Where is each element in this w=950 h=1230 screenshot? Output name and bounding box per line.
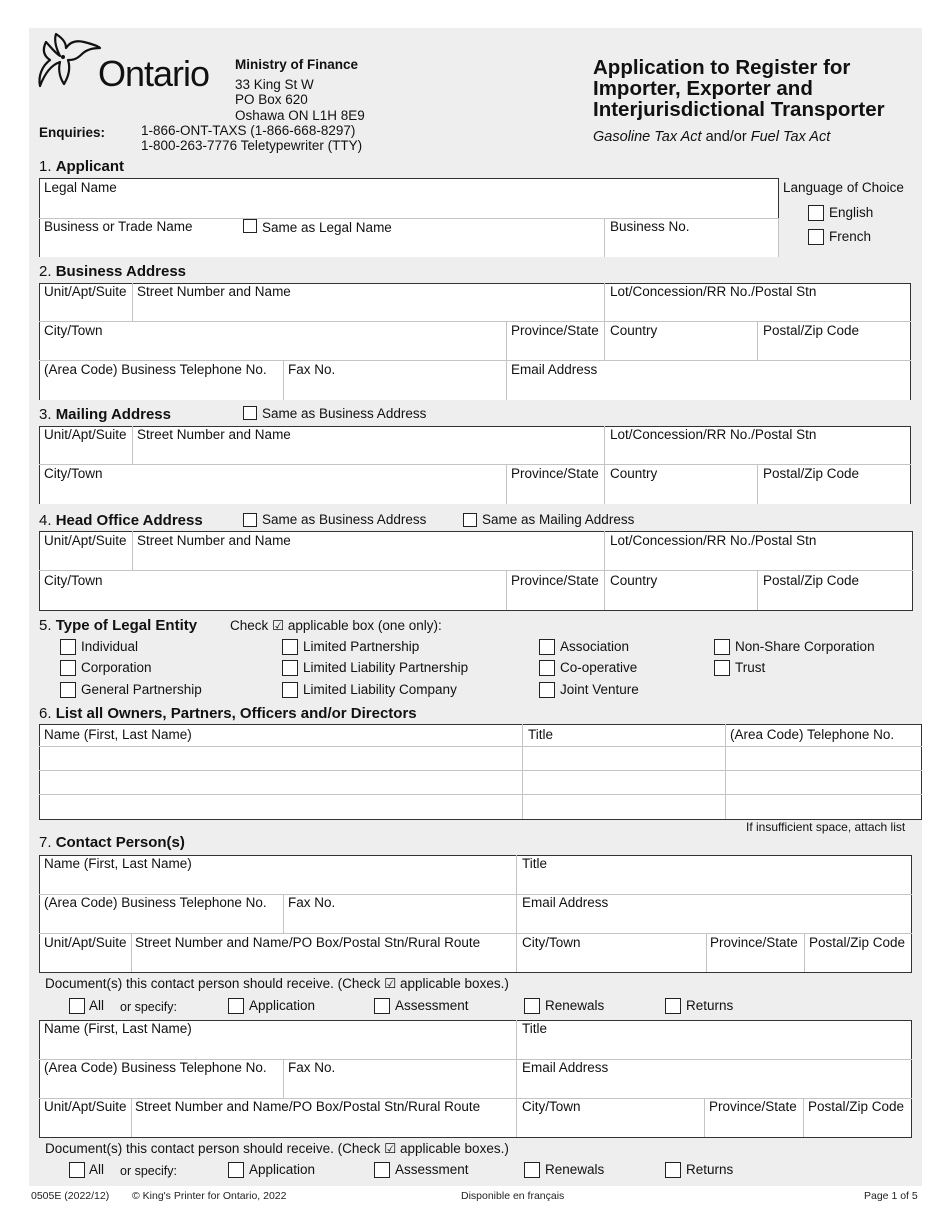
entity-option-label: General Partnership <box>81 682 202 697</box>
country-field[interactable]: Country <box>610 573 658 588</box>
owners-row[interactable] <box>40 747 921 769</box>
contact-person-1-box <box>39 855 912 973</box>
docs-assessment-checkbox[interactable] <box>374 1162 390 1178</box>
city-field[interactable]: City/Town <box>44 573 103 588</box>
enquiries-label: Enquiries: <box>39 125 106 140</box>
entity-option-label: Corporation <box>81 660 152 675</box>
contact-postal-field[interactable]: Postal/Zip Code <box>809 935 906 950</box>
act-name: Gasoline Tax Act <box>593 129 702 145</box>
head-same-as-business-label: Same as Business Address <box>262 512 427 527</box>
city-field[interactable]: City/Town <box>44 323 103 338</box>
owners-row[interactable] <box>40 771 921 793</box>
business-no-field[interactable]: Business No. <box>610 219 690 234</box>
entity-option-label: Joint Venture <box>560 682 639 697</box>
address-line: 33 King St W <box>235 76 314 92</box>
unit-field[interactable]: Unit/Apt/Suite <box>44 533 127 548</box>
enquiries-phone: 1-866-ONT-TAXS (1-866-668-8297) <box>141 123 356 138</box>
section-4-heading: 4. Head Office Address <box>39 512 203 529</box>
contact-phone-field[interactable]: (Area Code) Business Telephone No. <box>44 895 267 910</box>
entity-option-label: Trust <box>735 660 766 675</box>
owners-row[interactable] <box>40 795 921 818</box>
legal-name-field[interactable]: Legal Name <box>44 180 117 195</box>
docs-application-label: Application <box>249 998 316 1013</box>
city-field[interactable]: City/Town <box>44 466 103 481</box>
entity-joint-venture-checkbox[interactable] <box>539 682 555 698</box>
docs-or-specify: or specify: <box>120 1164 177 1178</box>
entity-llc-checkbox[interactable] <box>282 682 298 698</box>
mailing-same-as-business-checkbox[interactable] <box>243 406 257 420</box>
entity-option-label: Limited Partnership <box>303 639 420 654</box>
french-label: French <box>829 229 872 244</box>
docs-renewals-label: Renewals <box>545 1162 605 1177</box>
attach-list-note: If insufficient space, attach list <box>746 820 906 834</box>
entity-option-label: Limited Liability Company <box>303 682 457 697</box>
country-field[interactable]: Country <box>610 466 658 481</box>
contact-postal-field[interactable]: Postal/Zip Code <box>808 1099 905 1114</box>
email-field[interactable]: Email Address <box>511 362 598 377</box>
contact-unit-field[interactable]: Unit/Apt/Suite <box>44 935 127 950</box>
ontario-wordmark: Ontario <box>98 53 210 94</box>
docs-assessment-label: Assessment <box>395 1162 469 1177</box>
entity-non-share-corp-checkbox[interactable] <box>714 639 730 655</box>
owners-col-phone: (Area Code) Telephone No. <box>730 727 895 742</box>
street-field[interactable]: Street Number and Name <box>137 427 291 442</box>
act-name: Fuel Tax Act <box>750 129 831 145</box>
head-same-as-business-checkbox[interactable] <box>243 513 257 527</box>
head-same-as-mailing-label: Same as Mailing Address <box>482 512 635 527</box>
entity-option-label: Association <box>560 639 630 654</box>
lot-field[interactable]: Lot/Concession/RR No./Postal Stn <box>610 533 817 548</box>
entity-individual-checkbox[interactable] <box>60 639 76 655</box>
street-field[interactable]: Street Number and Name <box>137 284 291 299</box>
contact-email-field[interactable]: Email Address <box>522 895 609 910</box>
entity-corporation-checkbox[interactable] <box>60 660 76 676</box>
postal-field[interactable]: Postal/Zip Code <box>763 466 860 481</box>
contact-name-field[interactable]: Name (First, Last Name) <box>44 1021 192 1036</box>
contact-title-field[interactable]: Title <box>522 856 548 871</box>
french-available: Disponible en français <box>461 1190 565 1202</box>
section-3-heading: 3. Mailing Address <box>39 406 171 423</box>
docs-renewals-label: Renewals <box>545 998 605 1013</box>
entity-cooperative-checkbox[interactable] <box>539 660 555 676</box>
province-field[interactable]: Province/State <box>511 323 599 338</box>
docs-application-label: Application <box>249 1162 316 1177</box>
contact-city-field[interactable]: City/Town <box>522 935 581 950</box>
entity-option-label: Non-Share Corporation <box>735 639 875 654</box>
docs-all-label: All <box>89 1162 105 1177</box>
contact-person-2-box <box>39 1020 912 1138</box>
entity-association-checkbox[interactable] <box>539 639 555 655</box>
postal-field[interactable]: Postal/Zip Code <box>763 323 860 338</box>
docs-returns-label: Returns <box>686 998 734 1013</box>
contact-fax-field[interactable]: Fax No. <box>288 1060 336 1075</box>
lot-field[interactable]: Lot/Concession/RR No./Postal Stn <box>610 284 817 299</box>
head-same-as-mailing-checkbox[interactable] <box>463 513 477 527</box>
copyright: © King's Printer for Ontario, 2022 <box>132 1190 287 1202</box>
owners-col-title: Title <box>528 727 554 742</box>
section-1-heading: 1. Applicant <box>39 158 125 175</box>
contact-street-field[interactable]: Street Number and Name/PO Box/Postal Stn/Rural Route <box>135 1099 481 1114</box>
business-address-box <box>39 283 911 400</box>
docs-assessment-checkbox[interactable] <box>374 998 390 1014</box>
same-as-legal-label: Same as Legal Name <box>262 220 392 235</box>
address-line: PO Box 620 <box>235 92 308 107</box>
ontario-logo <box>36 30 226 94</box>
same-as-legal-checkbox[interactable] <box>243 219 257 233</box>
english-checkbox[interactable] <box>808 205 824 221</box>
docs-returns-label: Returns <box>686 1162 734 1177</box>
contact-email-field[interactable]: Email Address <box>522 1060 609 1075</box>
section-6-heading: 6. List all Owners, Partners, Officers and/or Directors <box>39 705 417 722</box>
docs-returns-checkbox[interactable] <box>665 998 681 1014</box>
section-7-heading: 7. Contact Person(s) <box>39 834 185 851</box>
page-title: Application to Register for Importer, Exporter and Interjurisdictional Transporter <box>593 56 885 121</box>
contact-name-field[interactable]: Name (First, Last Name) <box>44 856 192 871</box>
section-5-heading: 5. Type of Legal Entity <box>39 617 198 634</box>
trillium-icon <box>36 30 102 92</box>
lot-field[interactable]: Lot/Concession/RR No./Postal Stn <box>610 427 817 442</box>
ministry-address <box>235 57 365 123</box>
business-name-field[interactable]: Business or Trade Name <box>44 219 193 234</box>
ministry-name: Ministry of Finance <box>235 57 359 72</box>
province-field[interactable]: Province/State <box>511 466 599 481</box>
form-number: 0505E (2022/12) <box>31 1190 110 1202</box>
entity-option-label: Co-operative <box>560 660 638 675</box>
docs-all-checkbox[interactable] <box>69 1162 85 1178</box>
street-field[interactable]: Street Number and Name <box>137 533 291 548</box>
docs-application-checkbox[interactable] <box>228 998 244 1014</box>
docs-renewals-checkbox[interactable] <box>524 998 540 1014</box>
contact-city-field[interactable]: City/Town <box>522 1099 581 1114</box>
docs-renewals-checkbox[interactable] <box>524 1162 540 1178</box>
docs-assessment-label: Assessment <box>395 998 469 1013</box>
province-field[interactable]: Province/State <box>511 573 599 588</box>
french-checkbox[interactable] <box>808 229 824 245</box>
country-field[interactable]: Country <box>610 323 658 338</box>
entity-option-label: Limited Liability Partnership <box>303 660 469 675</box>
phone-field[interactable]: (Area Code) Business Telephone No. <box>44 362 267 377</box>
entity-option-label: Individual <box>81 639 139 654</box>
page-subtitle <box>593 129 830 145</box>
postal-field[interactable]: Postal/Zip Code <box>763 573 860 588</box>
contact-title-field[interactable]: Title <box>522 1021 548 1036</box>
contact-unit-field[interactable]: Unit/Apt/Suite <box>44 1099 127 1114</box>
docs-all-checkbox[interactable] <box>69 998 85 1014</box>
legal-entity-instruction: Check ☑ applicable box (one only): <box>230 618 442 633</box>
contact-fax-field[interactable]: Fax No. <box>288 895 336 910</box>
docs-application-checkbox[interactable] <box>228 1162 244 1178</box>
act-join: and/or <box>701 129 751 145</box>
contact-street-field[interactable]: Street Number and Name/PO Box/Postal Stn/Rural Route <box>135 935 481 950</box>
contact-province-field[interactable]: Province/State <box>710 935 798 950</box>
enquiries-tty: 1-800-263-7776 Teletypewriter (TTY) <box>141 138 363 153</box>
entity-limited-partnership-checkbox[interactable] <box>282 639 298 655</box>
owners-col-name: Name (First, Last Name) <box>44 727 192 742</box>
documents-instruction: Document(s) this contact person should receive. (Check ☑ applicable boxes.) <box>45 1141 509 1156</box>
entity-llp-checkbox[interactable] <box>282 660 298 676</box>
page-number: Page 1 of 5 <box>864 1190 918 1202</box>
docs-or-specify: or specify: <box>120 1000 177 1014</box>
docs-all-label: All <box>89 998 105 1013</box>
fax-field[interactable]: Fax No. <box>288 362 336 377</box>
unit-field[interactable]: Unit/Apt/Suite <box>44 284 127 299</box>
english-label: English <box>829 205 874 220</box>
language-label: Language of Choice <box>783 180 904 195</box>
contact-province-field[interactable]: Province/State <box>709 1099 797 1114</box>
mailing-same-as-business-label: Same as Business Address <box>262 406 427 421</box>
unit-field[interactable]: Unit/Apt/Suite <box>44 427 127 442</box>
documents-instruction: Document(s) this contact person should receive. (Check ☑ applicable boxes.) <box>45 976 509 991</box>
entity-general-partnership-checkbox[interactable] <box>60 682 76 698</box>
address-line: Oshawa ON L1H 8E9 <box>235 107 365 123</box>
entity-trust-checkbox[interactable] <box>714 660 730 676</box>
section-2-heading: 2. Business Address <box>39 263 187 280</box>
docs-returns-checkbox[interactable] <box>665 1162 681 1178</box>
contact-phone-field[interactable]: (Area Code) Business Telephone No. <box>44 1060 267 1075</box>
